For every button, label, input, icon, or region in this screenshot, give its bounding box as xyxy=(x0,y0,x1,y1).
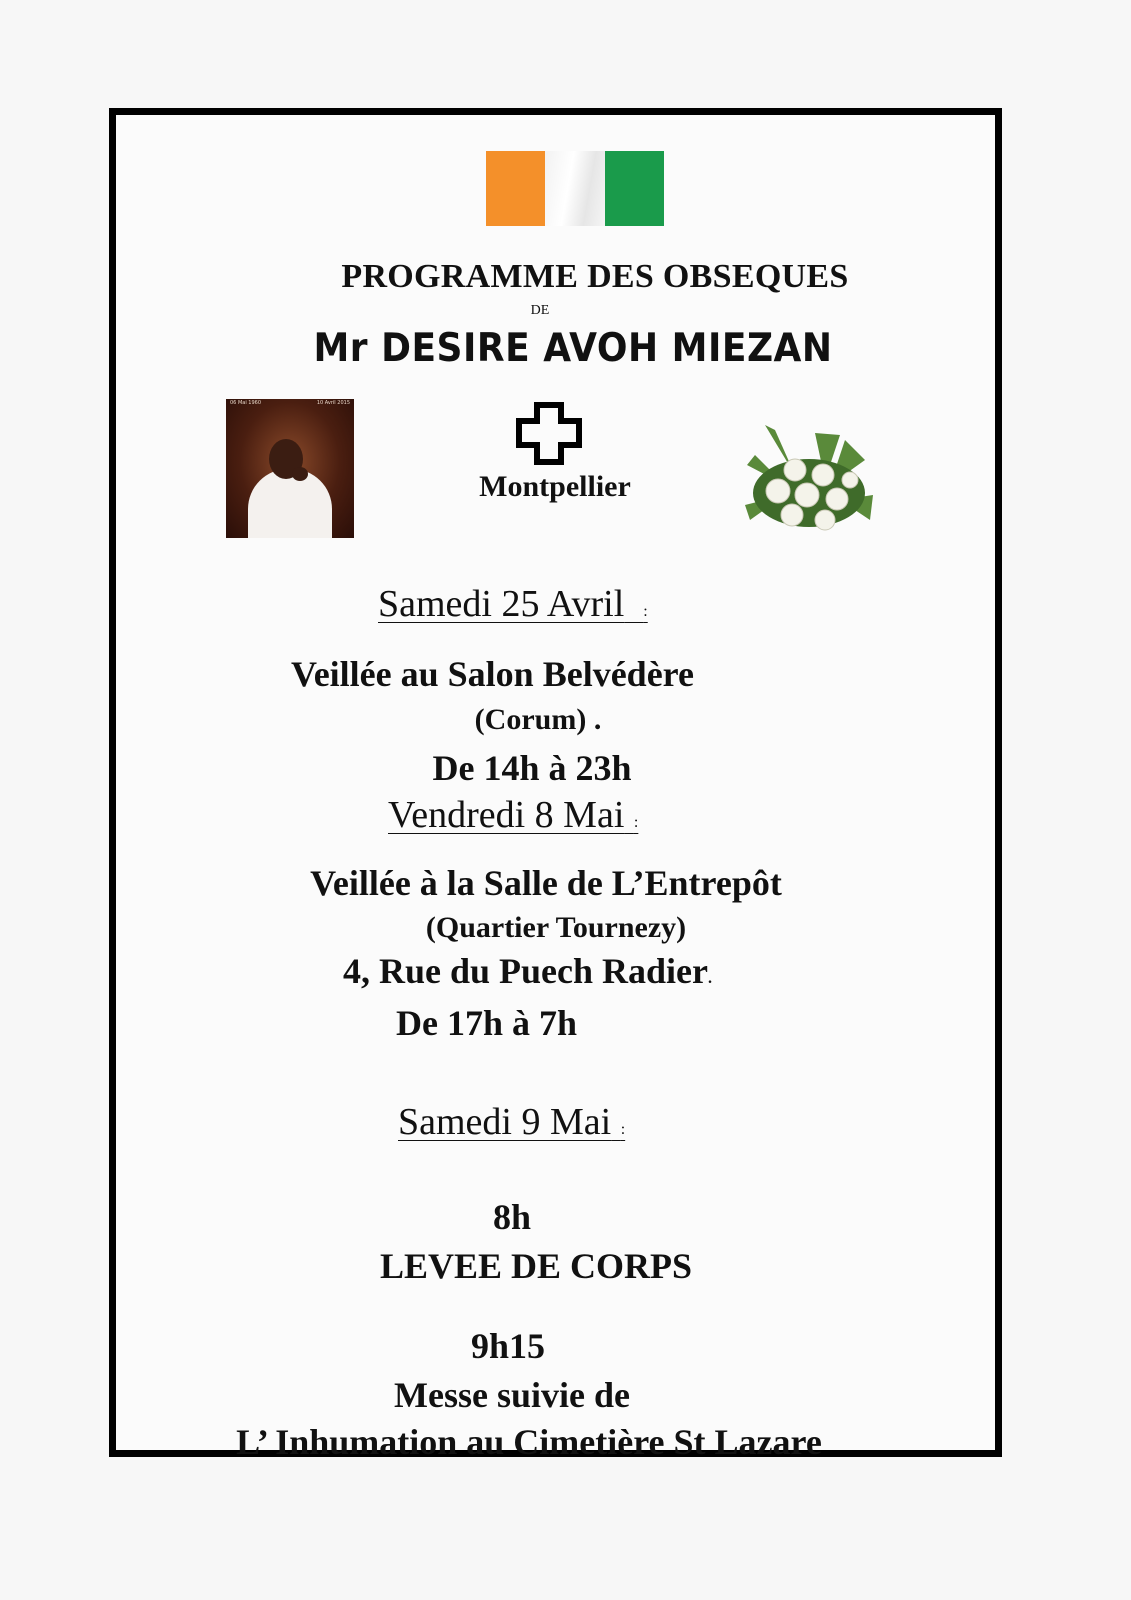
page-title: PROGRAMME DES OBSEQUES xyxy=(341,258,849,295)
date-heading-saturday-9-may xyxy=(398,1100,625,1144)
flag-white-stripe xyxy=(545,151,604,226)
day1-venue-detail: (Corum) . xyxy=(474,703,602,736)
day3-time-1: 8h xyxy=(492,1197,532,1237)
deceased-name: Mr DESIRE AVOH MIEZAN xyxy=(313,326,833,371)
date-heading-saturday-25-april xyxy=(378,582,648,626)
flag-orange-stripe xyxy=(486,151,545,226)
day1-hours: De 14h à 23h xyxy=(432,748,632,788)
day2-district: (Quartier Tournezy) xyxy=(425,911,687,944)
portrait-photo xyxy=(226,399,354,538)
title-connector: DE xyxy=(530,303,550,318)
flag-green-stripe xyxy=(605,151,664,226)
date-text: Samedi 25 Avril xyxy=(378,583,625,625)
day2-address-dot: . xyxy=(708,970,713,987)
day3-event-burial: L’ Inhumation au Cimetière St Lazare xyxy=(236,1422,822,1462)
date-colon: : xyxy=(633,814,639,831)
day2-hours: De 17h à 7h xyxy=(396,1003,578,1043)
ivory-coast-flag xyxy=(486,151,664,226)
day2-venue: Veillée à la Salle de L’Entrepôt xyxy=(310,863,782,903)
photo-caption-birth: 06 Mai 1960 xyxy=(230,400,262,406)
portrait-figure-body xyxy=(248,469,332,538)
white-roses-bouquet-icon xyxy=(745,425,873,533)
day3-time-2: 9h15 xyxy=(470,1326,546,1366)
day3-event-body-lifting: LEVEE DE CORPS xyxy=(379,1246,693,1286)
date-heading-friday-8-may xyxy=(388,793,638,837)
date-text: Vendredi 8 Mai xyxy=(388,794,625,836)
date-text: Samedi 9 Mai xyxy=(398,1101,612,1143)
day2-address-text: 4, Rue du Puech Radier xyxy=(343,951,709,991)
city-label: Montpellier xyxy=(479,470,631,503)
day2-address xyxy=(343,950,712,992)
cross-icon xyxy=(516,402,582,465)
day1-venue: Veillée au Salon Belvédère xyxy=(291,654,694,694)
portrait-figure-hand xyxy=(292,467,308,481)
date-colon: : xyxy=(620,1121,626,1138)
day3-event-mass: Messe suivie de xyxy=(394,1375,630,1415)
date-colon: : xyxy=(643,603,648,620)
photo-caption-death: 10 Avril 2015 xyxy=(316,400,350,406)
